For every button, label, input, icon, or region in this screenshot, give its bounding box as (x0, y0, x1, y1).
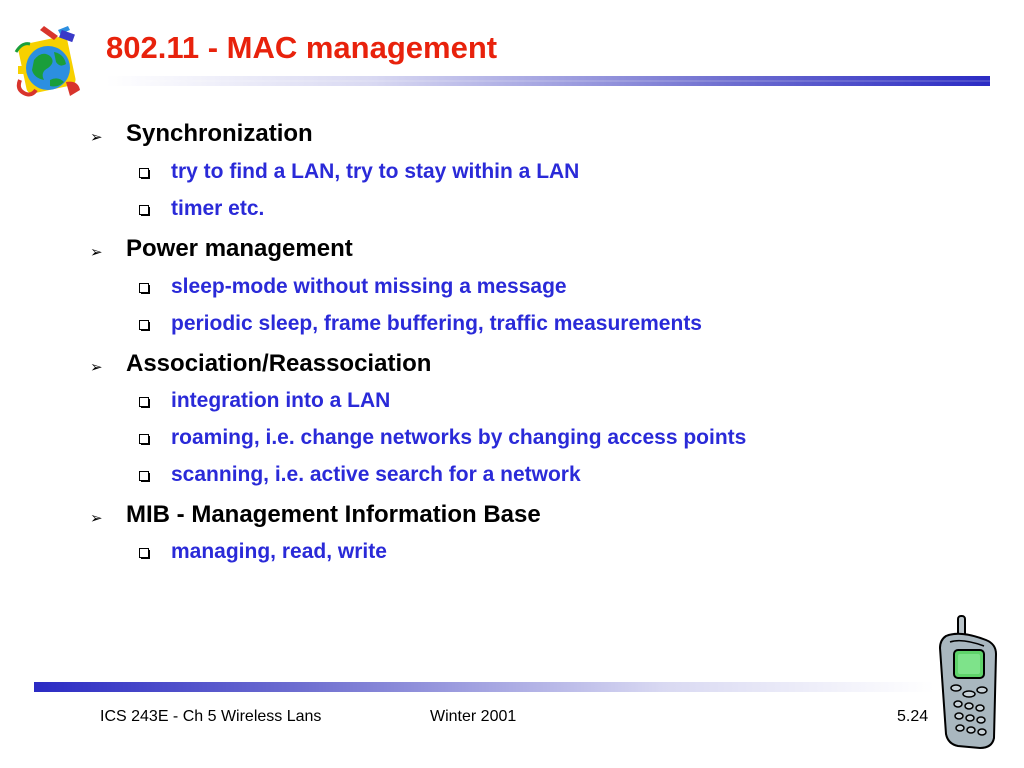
square-bullet-icon (139, 283, 149, 293)
sub-bullet: timer etc. (171, 197, 265, 220)
arrow-bullet-icon: ➢ (90, 244, 103, 261)
square-bullet-icon (139, 471, 149, 481)
sub-bullet: integration into a LAN (171, 389, 391, 412)
sub-bullet: roaming, i.e. change networks by changing access points (171, 426, 747, 449)
sub-bullet: sleep-mode without missing a message (171, 275, 567, 298)
arrow-bullet-icon: ➢ (90, 359, 103, 376)
square-bullet-icon (139, 548, 149, 558)
square-bullet-icon (139, 168, 149, 178)
square-bullet-icon (139, 205, 149, 215)
square-bullet-icon (139, 320, 149, 330)
slide-title: 802.11 - MAC management (106, 30, 498, 65)
bullet-mib: MIB - Management Information Base (126, 501, 541, 528)
footer-page-number: 5.24 (897, 708, 929, 725)
footer-divider (34, 682, 934, 692)
sub-bullet: managing, read, write (171, 540, 387, 563)
square-bullet-icon (139, 434, 149, 444)
bullet-association: Association/Reassociation (126, 350, 432, 377)
sub-bullet: try to find a LAN, try to stay within a LAN (171, 160, 580, 183)
mobile-phone-icon (936, 614, 1000, 750)
bullet-power-management: Power management (126, 235, 353, 262)
square-bullet-icon (139, 397, 149, 407)
footer-term: Winter 2001 (430, 708, 517, 725)
bullet-synchronization: Synchronization (126, 120, 313, 147)
arrow-bullet-icon: ➢ (90, 510, 103, 527)
sub-bullet: scanning, i.e. active search for a network (171, 463, 581, 486)
footer-course: ICS 243E - Ch 5 Wireless Lans (100, 708, 322, 725)
sub-bullet: periodic sleep, frame buffering, traffic measurements (171, 312, 702, 335)
arrow-bullet-icon: ➢ (90, 129, 103, 146)
